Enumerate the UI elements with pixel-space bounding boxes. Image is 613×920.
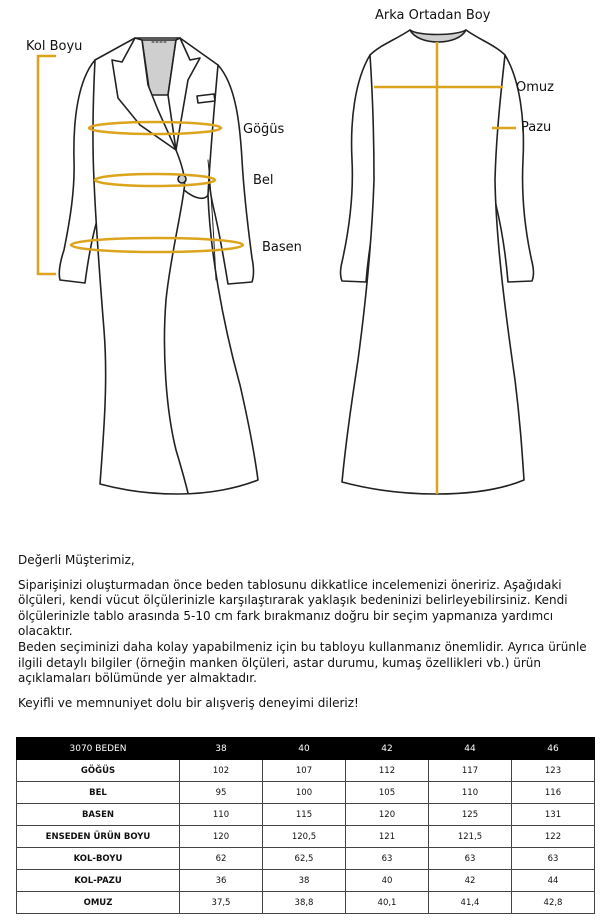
table-cell: 107 bbox=[263, 760, 346, 782]
header-cell: 38 bbox=[180, 738, 263, 760]
label-bel: Bel bbox=[253, 173, 274, 188]
table-cell: 62,5 bbox=[263, 848, 346, 870]
table-cell: 63 bbox=[512, 848, 595, 870]
row-label: ENSEDEN ÜRÜN BOYU bbox=[17, 826, 180, 848]
customer-notice bbox=[18, 553, 596, 711]
table-row bbox=[17, 782, 595, 804]
header-cell: 40 bbox=[263, 738, 346, 760]
table-cell: 120,5 bbox=[263, 826, 346, 848]
row-label: KOL-BOYU bbox=[17, 848, 180, 870]
front-chest-pocket bbox=[197, 94, 215, 103]
table-cell: 105 bbox=[346, 782, 429, 804]
header-cell: 42 bbox=[346, 738, 429, 760]
table-cell: 42 bbox=[429, 870, 512, 892]
table-cell: 44 bbox=[512, 870, 595, 892]
table-cell: 121 bbox=[346, 826, 429, 848]
notice-closing: Keyifli ve memnuniyet dolu bir alışveriş deneyimi dileriz! bbox=[18, 695, 359, 710]
label-arka-ortadan-boy: Arka Ortadan Boy bbox=[375, 8, 491, 23]
table-row bbox=[17, 760, 595, 782]
row-label: OMUZ bbox=[17, 892, 180, 914]
header-cell: 44 bbox=[429, 738, 512, 760]
table-row bbox=[17, 848, 595, 870]
table-row bbox=[17, 870, 595, 892]
table-cell: 122 bbox=[512, 826, 595, 848]
row-label: GÖĞÜS bbox=[17, 760, 180, 782]
row-label: KOL-PAZU bbox=[17, 870, 180, 892]
table-row bbox=[17, 826, 595, 848]
kol-boyu-bracket bbox=[38, 56, 56, 274]
table-cell: 42,8 bbox=[512, 892, 595, 914]
header-cell: 3070 BEDEN bbox=[17, 738, 180, 760]
table-cell: 41,4 bbox=[429, 892, 512, 914]
label-kol-boyu: Kol Boyu bbox=[26, 39, 83, 54]
table-row bbox=[17, 892, 595, 914]
table-cell: 116 bbox=[512, 782, 595, 804]
table-cell: 120 bbox=[180, 826, 263, 848]
coat-front-view bbox=[59, 38, 258, 494]
table-row bbox=[17, 804, 595, 826]
table-cell: 37,5 bbox=[180, 892, 263, 914]
table-cell: 63 bbox=[346, 848, 429, 870]
table-cell: 100 bbox=[263, 782, 346, 804]
size-table bbox=[16, 737, 595, 914]
table-cell: 38 bbox=[263, 870, 346, 892]
notice-greeting: Değerli Müşterimiz, bbox=[18, 553, 135, 567]
table-cell: 120 bbox=[346, 804, 429, 826]
table-cell: 115 bbox=[263, 804, 346, 826]
table-cell: 63 bbox=[429, 848, 512, 870]
table-cell: 40 bbox=[346, 870, 429, 892]
table-cell: 36 bbox=[180, 870, 263, 892]
label-basen: Basen bbox=[262, 240, 302, 255]
table-cell: 110 bbox=[429, 782, 512, 804]
row-label: BEL bbox=[17, 782, 180, 804]
table-cell: 131 bbox=[512, 804, 595, 826]
table-cell: 40,1 bbox=[346, 892, 429, 914]
table-cell: 62 bbox=[180, 848, 263, 870]
table-cell: 123 bbox=[512, 760, 595, 782]
table-cell: 102 bbox=[180, 760, 263, 782]
label-omuz: Omuz bbox=[516, 80, 554, 95]
size-table-header-row bbox=[17, 738, 595, 760]
table-cell: 117 bbox=[429, 760, 512, 782]
front-button bbox=[178, 175, 186, 183]
label-gogus: Göğüs bbox=[243, 122, 285, 137]
notice-paragraph-1: Siparişinizi oluşturmadan önce beden tablosunu dikkatlice incelemenizi öneririz. Aşağıdaki ölçüleri, kendi vücut ölçülerinizle karşılaştırarak yaklaşık bedeninizi belirleyebilirsiniz. Kendi ölçülerinizle tablo arasında 5-10 cm fark bırakmanız doğru bir seçim yapmanıza yardımcı olacaktır. bbox=[18, 577, 568, 639]
notice-paragraph-2: Beden seçiminizi daha kolay yapabilmeniz için bu tabloyu kullanmanız önemlidir. Ayrıca ürünle ilgili detaylı bilgiler (örneğin manken ölçüleri, astar durumu, kumaş özellikleri vb.) ürün açıklamaları bölümünde yer almaktadır. bbox=[18, 639, 587, 686]
row-label: BASEN bbox=[17, 804, 180, 826]
table-cell: 121,5 bbox=[429, 826, 512, 848]
table-cell: 95 bbox=[180, 782, 263, 804]
table-cell: 110 bbox=[180, 804, 263, 826]
header-cell: 46 bbox=[512, 738, 595, 760]
table-cell: 38,8 bbox=[263, 892, 346, 914]
table-cell: 112 bbox=[346, 760, 429, 782]
label-pazu: Pazu bbox=[521, 120, 552, 135]
table-cell: 125 bbox=[429, 804, 512, 826]
